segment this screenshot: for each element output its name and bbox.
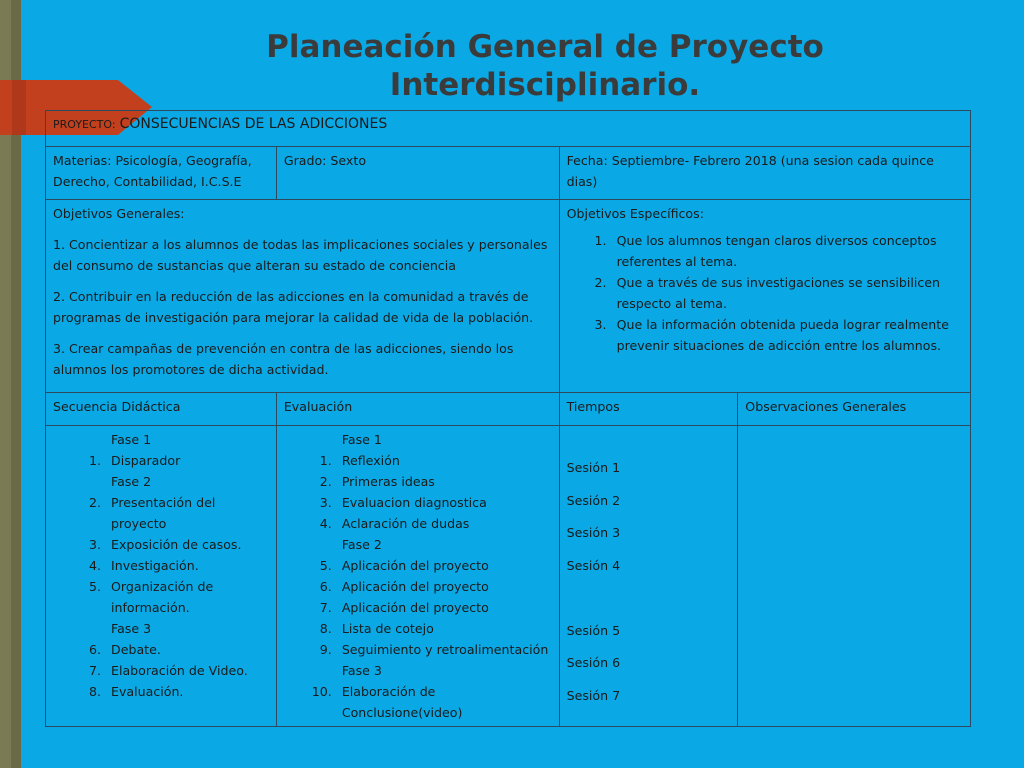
project-row [46,111,971,147]
list-item: 3. Exposición de casos. [105,534,269,555]
list-item: 6. Debate. [105,639,269,660]
session-5: Sesión 5 [566,622,621,638]
list-item: 3. Evaluacion diagnostica [336,492,552,513]
page-title: Planeación General de Proyecto Interdisciplinario. [266,29,824,103]
column-header-row [46,393,971,426]
general-objective-2: 2. Contribuir en la reducción de las adicciones en la comunidad a través de programas de investigación para mejorar la calidad de vida de la población. [53,289,534,325]
list-item: 1. Reflexión [336,450,552,471]
project-name: CONSECUENCIAS DE LAS ADICCIONES [119,116,388,132]
specific-objectives-cell [559,200,970,393]
header-tiempos: Tiempos [559,393,738,426]
secuencia-fase-1: Fase 1 [111,432,152,447]
list-item: 10. Elaboración de Conclusione(video) [336,681,552,723]
specific-objectives-heading: Objetivos Específicos: [566,206,704,221]
session-1: Sesión 1 [566,460,621,475]
general-objective-3: 3. Crear campañas de prevención en contra de las adicciones, siendo los alumnos los promotores de dicha actividad. [53,341,514,377]
materias-cell: Materias: Psicología, Geografía, Derecho, Contabilidad, I.C.S.E [46,147,277,200]
session-4: Sesión 4 [566,557,621,573]
list-item: 8. Evaluación. [105,681,269,702]
list-item: 6. Aplicación del proyecto [336,576,552,597]
objectives-row [46,200,971,393]
grado-cell: Grado: Sexto [276,147,559,200]
tiempos-cell [559,426,738,727]
list-item: 2. Primeras ideas [336,471,552,492]
observaciones-cell [738,426,971,727]
session-7: Sesión 7 [566,687,621,703]
secuencia-list [53,429,269,702]
general-objectives-heading: Objetivos Generales: [53,206,185,221]
evaluacion-fase-1: Fase 1 [341,432,382,447]
header-observaciones: Observaciones Generales [738,393,971,426]
general-objective-1: 1. Concientizar a los alumnos de todas las implicaciones sociales y personales del consumo de sustancias que alteran su estado de conciencia [53,237,548,273]
session-2: Sesión 2 [566,492,621,508]
project-label: PROYECTO: [53,118,116,131]
specific-objective-1: 1. Que los alumnos tengan claros diversos conceptos referentes al tema. [611,230,963,272]
evaluacion-fase-2: Fase 2 [341,537,382,552]
list-item: 4. Investigación. [105,555,269,576]
list-item: 8. Lista de cotejo [336,618,552,639]
secuencia-cell [46,426,277,727]
secuencia-fase-2: Fase 2 [111,474,152,489]
project-cell [46,111,971,147]
general-objectives-cell [46,200,560,393]
evaluacion-list [284,429,552,723]
list-item: 2. Presentación del proyecto [105,492,269,534]
session-3: Sesión 3 [566,525,621,540]
list-item: 7. Aplicación del proyecto [336,597,552,618]
header-evaluacion: Evaluación [276,393,559,426]
list-item: 1. Disparador [105,450,269,471]
list-item: 9. Seguimiento y retroalimentación [336,639,552,660]
fecha-cell: Fecha: Septiembre- Febrero 2018 (una sesion cada quince dias) [559,147,970,200]
sessions-list [567,429,731,717]
specific-objective-2: 2. Que a través de sus investigaciones se sensibilicen respecto al tema. [611,272,963,314]
info-row [46,147,971,200]
session-6: Sesión 6 [566,655,621,670]
evaluacion-fase-3: Fase 3 [341,663,382,678]
content-row [46,426,971,727]
specific-objectives-list [567,230,963,356]
project-plan-table [45,110,971,727]
list-item: 5. Aplicación del proyecto [336,555,552,576]
list-item: 7. Elaboración de Video. [105,660,269,681]
header-secuencia: Secuencia Didáctica [46,393,277,426]
evaluacion-cell [276,426,559,727]
list-item: 4. Aclaración de dudas [336,513,552,534]
specific-objective-3: 3. Que la información obtenida pueda lograr realmente prevenir situaciones de adicción entre los alumnos. [611,314,963,356]
decorative-arrow-tail [12,80,26,135]
secuencia-fase-3: Fase 3 [111,621,152,636]
list-item: 5. Organización de información. [105,576,269,618]
